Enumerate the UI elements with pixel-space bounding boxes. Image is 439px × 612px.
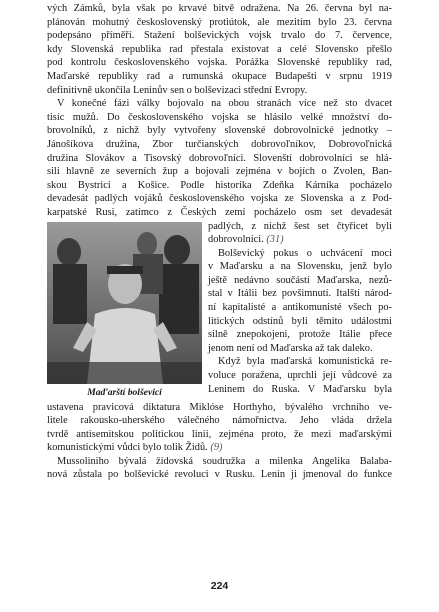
paragraph-1 <box>47 2 392 97</box>
text-line: ní kapitalisté a antikomunisté všech po- <box>208 302 392 314</box>
text-line-body: dobrovolníci. <box>208 234 264 246</box>
text-line: kdy Slovenská republika rad přestala existovat a celé Slovensko přešlo <box>47 43 392 55</box>
text-line: voluce poražena, uprchli její vůdcové za <box>208 370 392 382</box>
paragraph-5 <box>47 455 392 482</box>
text-line: plánován mohutný československý protiútok, ale mezitím bylo 23. června <box>47 16 392 28</box>
text-line: litele rakousko-uherského válečného námořnictva. Jeho vláda držela <box>47 415 392 427</box>
text-line: silně znepokojeni, protože Itálie přece <box>208 329 392 341</box>
text-line: podepsáno příměří. Stažení bolševických vojsk trvalo do 7. července, <box>47 30 392 42</box>
photo-hungarian-bolsheviks <box>47 222 202 384</box>
text-line: skou Bystrici a Košice. Podle historika Zdeňka Kárníka pocházelo <box>47 179 392 191</box>
text-line: ještě nedávno součástí Maďarska, nezů- <box>208 274 392 286</box>
photo-caption: Maďarští bolševici <box>87 386 162 398</box>
text-line: Leninem do Ruska. V Maďarsku byla <box>208 383 392 395</box>
text-line: tvrdě antisemitskou politickou linii, zejména proto, že mezi maďarskými <box>47 428 392 440</box>
text-line-body: komunistickými vůdci bylo tolik Židů. <box>47 442 208 454</box>
text-line: litických odstínů byli těmito událostmi <box>208 315 392 327</box>
text-line: v Maďarsku a na Slovensku, jenž bylo <box>208 261 392 273</box>
text-line: pod kontrolu československého vojska. Porážka Slovenské republiky rad, <box>47 57 392 69</box>
citation-31: (31) <box>266 234 284 246</box>
text-line <box>47 441 392 455</box>
text-line: Když byla maďarská komunistická re- <box>218 356 392 368</box>
text-line: ustavena pravicová diktatura Miklóse Horthyho, bývalého vrchního ve- <box>47 401 392 413</box>
text-line: vých Zámků, byla však po krvavé bitvě odražena. Na 26. června byl na- <box>47 3 392 14</box>
text-line: nová zůstala po bolševické revoluci v Rusku. Lenin ji jmenoval do funkce <box>47 469 392 481</box>
text-line: sili hlavně ze severních žup a bojovali zejména v bojích o Zvolen, Ban- <box>47 166 392 178</box>
text-line: Mussoliniho bývalá židovská soudružka a milenka Angelika Balaba- <box>57 455 392 467</box>
text-line: družina Slovákov a Tisovský dobrovoľníci. Slovenští dobrovolníci se hlá- <box>47 152 392 164</box>
page-number: 224 <box>210 580 229 592</box>
text-line: padlých, z nichž šest set čtyřicet byli <box>208 220 392 232</box>
text-line: jenom není od Maďarska až tak daleko. <box>208 342 373 354</box>
text-line: Jánošíkova družina, Zbor turčianských dobrovoľníkov, Dobrovoľnická <box>47 138 392 150</box>
photo-image-icon <box>47 222 202 384</box>
text-line: V konečné fázi války bojovalo na obou stranách více než sto dvacet <box>57 98 392 110</box>
photo-figure <box>47 222 202 399</box>
paragraph-4-continued <box>47 401 392 455</box>
citation-9: (9) <box>210 442 223 454</box>
text-line: Bolševický pokus o uchvácení moci <box>218 247 392 259</box>
text-line: devadesát padlých vojáků československého vojska ze Slovenska a z Pod- <box>47 193 392 205</box>
text-line: stal v Itálii bez povšimnutí. Italští národ- <box>208 288 392 300</box>
text-line: Maďarské republiky rad a rumunská okupace Budapešti v srpnu 1919 <box>47 70 392 82</box>
text-line: karpatské Rusi, zatímco z Českých zemí pocházelo osm set devadesát <box>47 206 392 218</box>
text-line: brovolníků, z nichž byly vytvořeny slovenské dobrovolnické jednotky – <box>47 125 392 137</box>
text-line: tisíc mužů. Do československého vojska se hlásilo velké množství do- <box>47 111 392 123</box>
text-line: definitivně ukončila Leninův sen o bolševizaci střední Evropy. <box>47 84 308 96</box>
paragraph-2 <box>47 97 392 219</box>
